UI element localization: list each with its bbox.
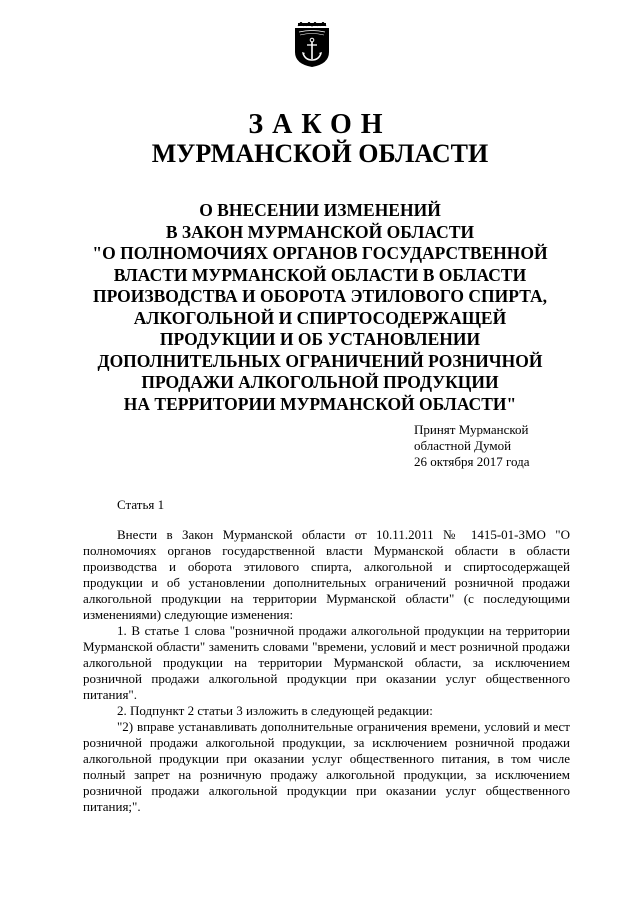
law-title: ЗАКОН <box>248 109 392 140</box>
subject-line: ПРОДАЖИ АЛКОГОЛЬНОЙ ПРОДУКЦИИ <box>141 372 499 392</box>
subject-line: ВЛАСТИ МУРМАНСКОЙ ОБЛАСТИ В ОБЛАСТИ <box>113 264 527 285</box>
adoption-line: Принят Мурманской <box>414 422 529 437</box>
paragraph: 1. В статье 1 слова "розничной продажи алкогольной продукции на территории Мурманской области" заменить словами "времени, условий и мест розничной продажи алкогольной продукции на территории Мурманской области, за исключением розничной продажи алкогольной продукции при оказании услуг общественного питания". <box>83 623 570 702</box>
law-subject <box>60 200 580 415</box>
subject-line: НА ТЕРРИТОРИИ МУРМАНСКОЙ ОБЛАСТИ" <box>123 393 517 414</box>
adoption-note <box>414 422 530 470</box>
adoption-date: 26 октября 2017 года <box>414 454 530 469</box>
subject-line: ПРОИЗВОДСТВА И ОБОРОТА ЭТИЛОВОГО СПИРТА, <box>92 286 548 306</box>
subject-line: О ВНЕСЕНИИ ИЗМЕНЕНИЙ <box>199 200 441 220</box>
paragraph: 2. Подпункт 2 статьи 3 изложить в следующей редакции: <box>117 703 433 718</box>
subject-line: В ЗАКОН МУРМАНСКОЙ ОБЛАСТИ <box>165 221 475 242</box>
article-body <box>83 527 570 815</box>
coat-of-arms-icon <box>292 22 332 68</box>
subject-line: АЛКОГОЛЬНОЙ И СПИРТОСОДЕРЖАЩЕЙ <box>133 307 507 328</box>
region-title: МУРМАНСКОЙ ОБЛАСТИ <box>151 139 489 168</box>
subject-line: "О ПОЛНОМОЧИЯХ ОРГАНОВ ГОСУДАРСТВЕННОЙ <box>92 243 548 263</box>
paragraph: "2) вправе устанавливать дополнительные ограничения времени, условий и мест розничной продажи алкогольной продукции, за исключением розничной продажи алкогольной продукции при оказании услуг общественного питания, в том числе полный запрет на розничную продажу алкогольной продукции, за исключением розничной продажи алкогольной продукции при оказании услуг общественного питания;". <box>83 719 570 814</box>
article-heading: Статья 1 <box>117 497 165 512</box>
paragraph: Внести в Закон Мурманской области от 10.11.2011 № 1415-01-ЗМО "О полномочиях органов государственной власти Мурманской области в области производства и оборота этилового спирта, алкогольной и спиртосодержащей продукции и об установлении дополнительных ограничений розничной продажи алкогольной продукции на территории Мурманской области" (с последующими изменениями) следующие изменения: <box>83 527 570 622</box>
subject-line: ПРОДУКЦИИ И ОБ УСТАНОВЛЕНИИ <box>159 329 481 349</box>
adoption-line: областной Думой <box>414 438 512 453</box>
subject-line: ДОПОЛНИТЕЛЬНЫХ ОГРАНИЧЕНИЙ РОЗНИЧНОЙ <box>97 350 543 371</box>
